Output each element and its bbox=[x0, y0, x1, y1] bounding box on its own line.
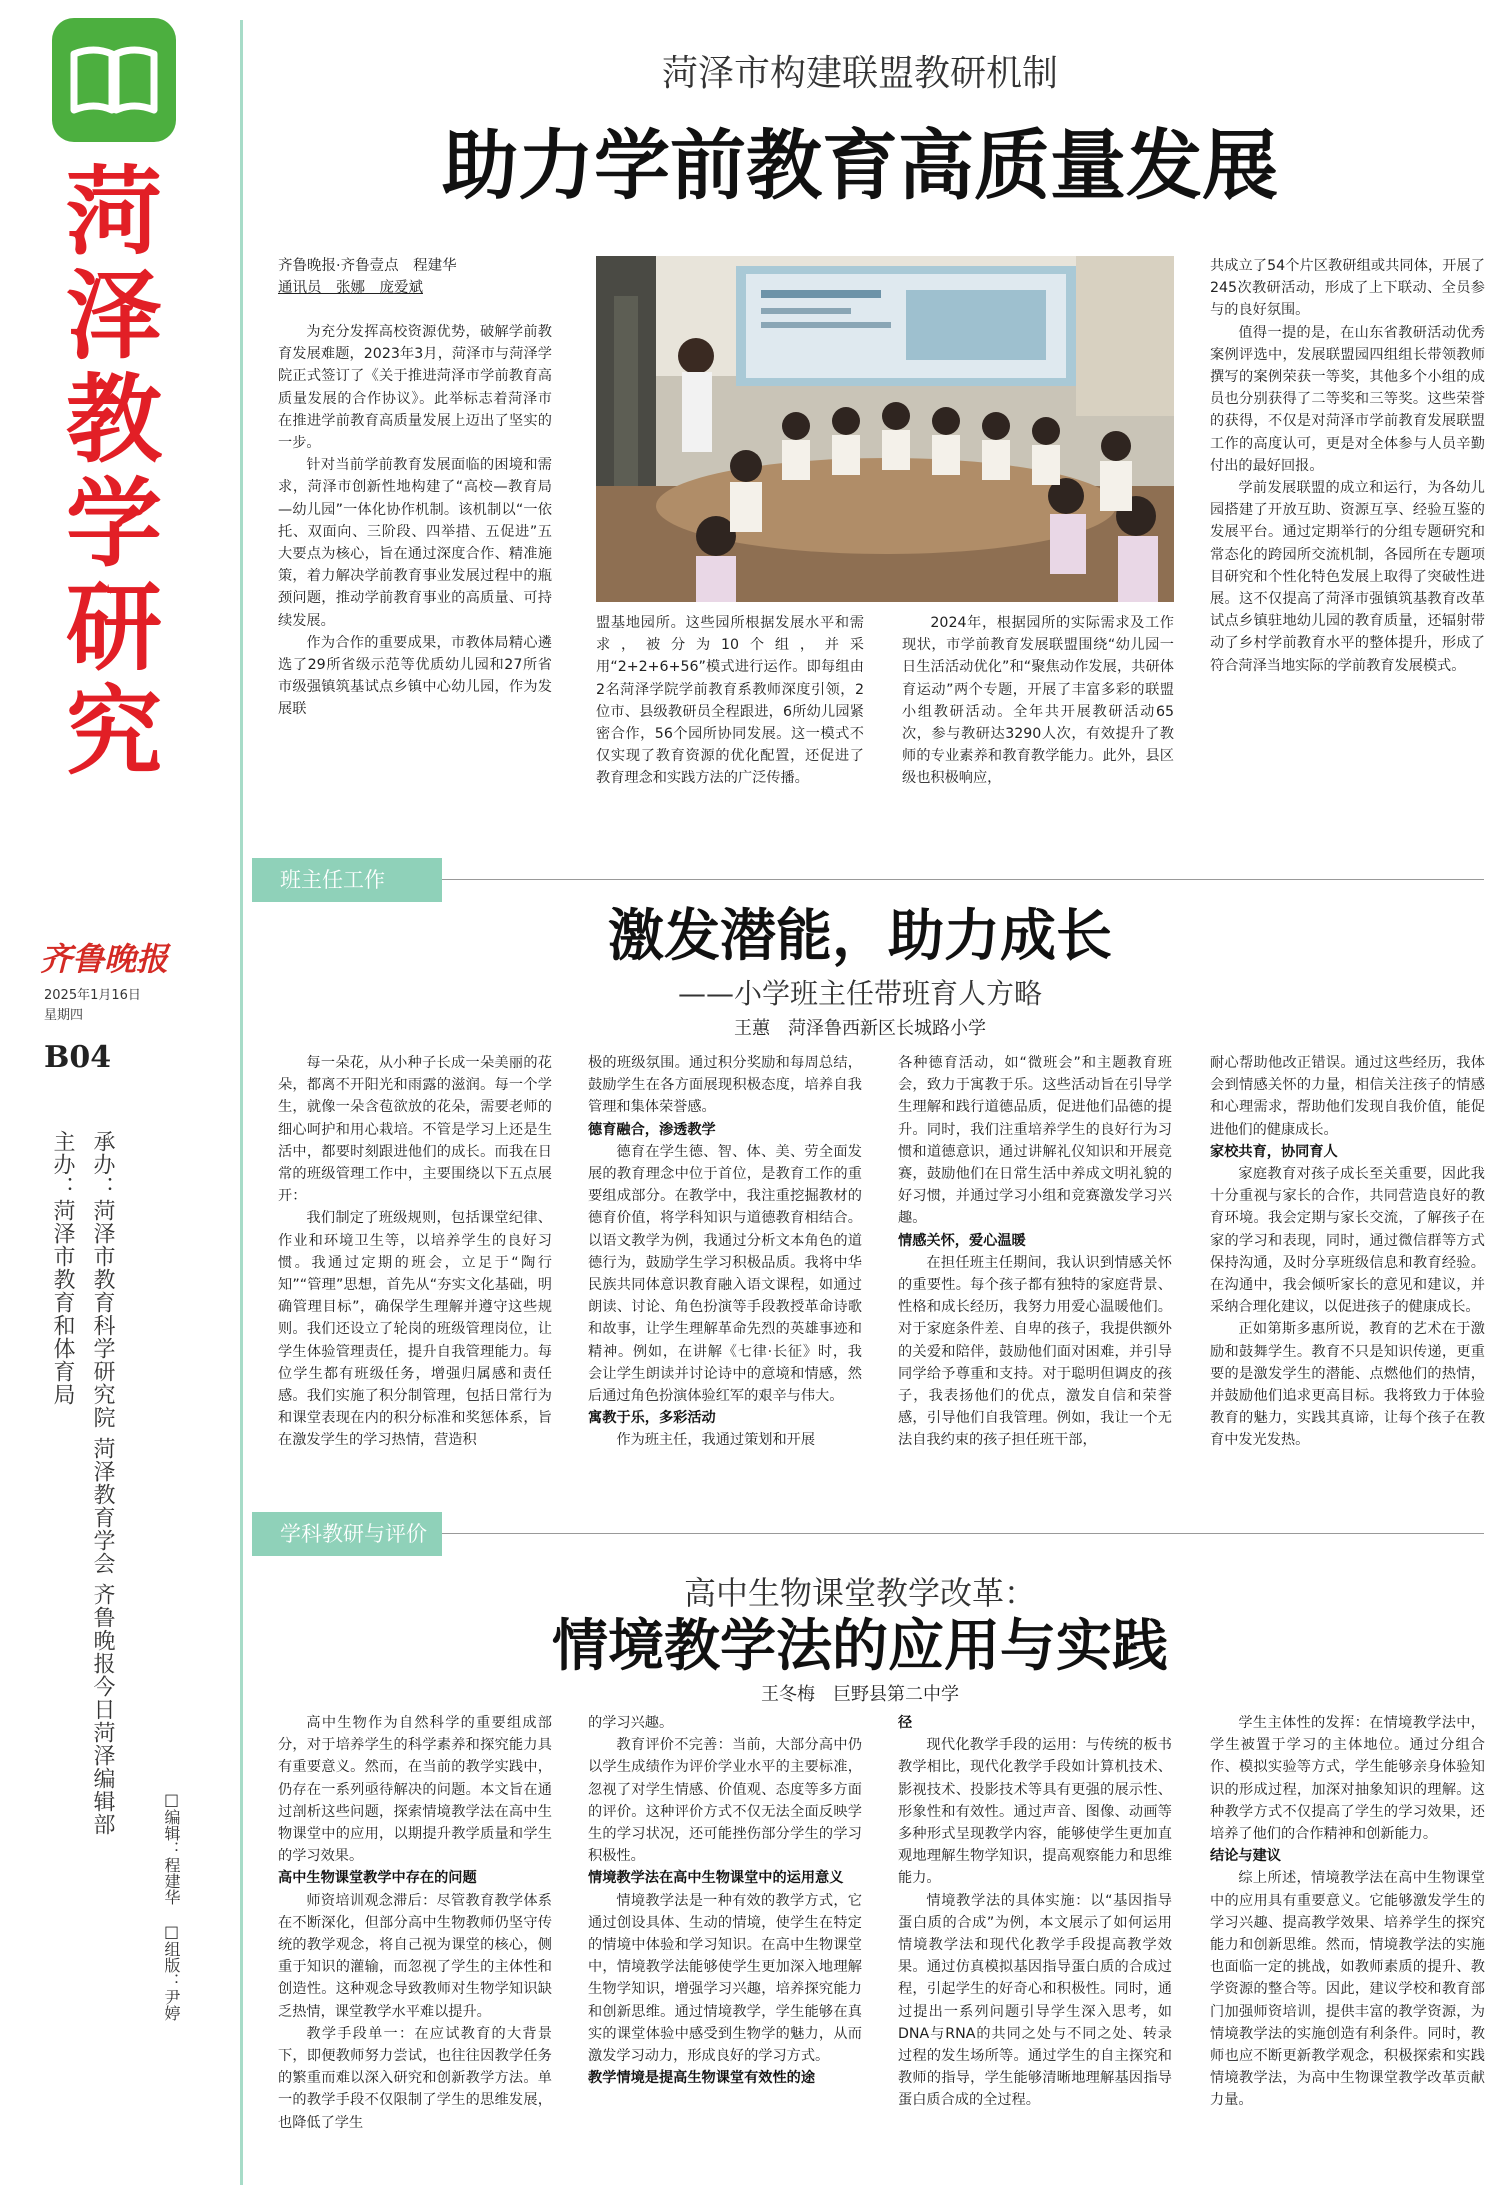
masthead-title-char: 研 bbox=[66, 572, 162, 684]
paragraph: 针对当前学前教育发展面临的困境和需求，菏泽市创新性地构建了“高校—教育局—幼儿园”一体化协作机制。该机制以“一依托、双面向、三阶段、四举措、五促进”五大要点为核心，旨在通过深度合作、精准施策，着力解决学前教育事业发展过程中的瓶颈问题，推动学前教育事业的高质量、可持续发展。 bbox=[278, 457, 552, 629]
masthead-title-char: 究 bbox=[66, 676, 162, 788]
article1-byline-correspondents: 通讯员 张娜 庞爱斌 bbox=[278, 280, 423, 296]
paragraph: 极的班级氛围。通过积分奖励和每周总结，鼓励学生在各方面展现积极态度，培养自我管理和集体荣誉感。 bbox=[588, 1055, 862, 1116]
masthead-title-char: 泽 bbox=[66, 260, 162, 372]
article2-title: 激发潜能，助力成长 bbox=[608, 903, 1112, 969]
subheading: 情感关怀，爱心温暖 bbox=[898, 1232, 1026, 1249]
article2-col2 bbox=[588, 1052, 862, 1482]
article1-col2 bbox=[596, 612, 864, 834]
paragraph: 作为班主任，我通过策划和开展 bbox=[616, 1432, 816, 1449]
subheading: 德育融合，渗透教学 bbox=[588, 1121, 716, 1138]
paper-name: 齐鲁晚报 bbox=[40, 940, 169, 978]
section-rule bbox=[442, 1533, 1484, 1534]
article3-kicker: 高中生物课堂教学改革： bbox=[683, 1574, 1036, 1612]
sidebar-divider bbox=[240, 20, 243, 2185]
paragraph: 学生主体性的发挥：在情境教学法中，学生被置于学习的主体地位。通过分组合作、模拟实验等方式，学生能够亲身体验知识的形成过程，加深对抽象知识的理解。这种教学方式不仅提高了学生的学习效果，还培养了他们的合作精神和创新能力。 bbox=[1210, 1715, 1485, 1843]
undertake-info: 承办：菏泽市教育科学研究院 菏泽教育学会 齐鲁晚报今日菏泽编辑部 bbox=[90, 1130, 115, 1836]
issue-date: 2025年1月16日 bbox=[44, 988, 141, 1003]
article3-title: 情境教学法的应用与实践 bbox=[552, 1613, 1168, 1679]
paragraph: 家庭教育对孩子成长至关重要，因此我十分重视与家长的合作，共同营造良好的教育环境。我会定期与家长交流，了解孩子在家的学习和表现，同时，通过微信群等方式保持沟通，及时分享班级信息和教育经验。在沟通中，我会倾听家长的意见和建议，并采纳合理化建议，以促进孩子的健康成长。 bbox=[1210, 1166, 1485, 1316]
article3-col3 bbox=[898, 1712, 1172, 2177]
subheading: 家校共育，协同育人 bbox=[1210, 1143, 1338, 1160]
paragraph: 作为合作的重要成果，市教体局精心遴选了29所省级示范等优质幼儿园和27所省市级强镇筑基试点乡镇中心幼儿园，作为发展联 bbox=[278, 634, 552, 718]
paragraph: 师资培训观念滞后：尽管教育教学体系在不断深化，但部分高中生物教师仍坚守传统的教学观念，将自己视为课堂的核心，侧重于知识的灌输，而忽视了学生的主体性和创造性。这种观念导致教师对生物学知识缺乏热情，课堂教学水平难以提升。 bbox=[278, 1892, 552, 2020]
subheading: 寓教于乐，多彩活动 bbox=[588, 1410, 716, 1427]
article1-col3 bbox=[902, 612, 1174, 834]
editor-info: □编辑：程建华 bbox=[162, 1790, 181, 1905]
paragraph: 正如第斯多惠所说，教育的艺术在于激励和鼓舞学生。教育不只是知识传递，更重要的是激发学生的潜能、点燃他们的热情，并鼓励他们追求更高目标。我将致力于体验教育的魅力，实践其真谛，让每个孩子在教育中发光发热。 bbox=[1210, 1321, 1485, 1449]
paragraph: 的学习兴趣。 bbox=[588, 1715, 674, 1731]
paragraph: 学前发展联盟的成立和运行，为各幼儿园搭建了开放互助、资源互享、经验互鉴的发展平台。通过定期举行的分组专题研究和常态化的跨园所交流机制，各园所在专题项目研究和个性化特色发展上取得了突破性进展。这不仅提高了菏泽市强镇筑基教育改革试点乡镇驻地幼儿园的教育质量，还辐射带动了乡村学前教育水平的整体提升，形成了符合菏泽当地实际的学前教育发展模式。 bbox=[1210, 480, 1485, 674]
classroom-meeting-photo bbox=[596, 256, 1174, 602]
paragraph: 为充分发挥高校资源优势，破解学前教育发展难题，2023年3月，菏泽市与菏泽学院正式签订了《关于推进菏泽市学前教育高质量发展的合作协议》。此举标志着菏泽市在推进学前教育高质量发展上迈出了坚实的一步。 bbox=[278, 324, 552, 452]
article1-col4 bbox=[1210, 255, 1485, 835]
paragraph: 教育评价不完善：当前，大部分高中仍以学生成绩作为评价学业水平的主要标准，忽视了对学生情感、价值观、态度等多方面的评价。这种评价方式不仅无法全面反映学生的学习状况，还可能挫伤部分学生的学习积极性。 bbox=[588, 1737, 862, 1865]
article3-author: 王冬梅 巨野县第二中学 bbox=[761, 1684, 959, 1705]
paragraph: 德育在学生德、智、体、美、劳全面发展的教育理念中位于首位，是教育工作的重要组成部分。在教学中，我注重挖掘教材的德育价值，将学科知识与道德教育相结合。以语文教学为例，我通过分析文本角色的道德行为，鼓励学生学习积极品质。我将中华民族共同体意识教育融入语文课程，如通过朗读、讨论、角色扮演等手段教授革命诗歌和故事，让学生理解革命先烈的英雄事迹和精神。例如，在讲解《七律·长征》时，我会让学生朗读并讨论诗中的意境和情感，然后通过角色扮演体验红军的艰辛与伟大。 bbox=[588, 1143, 862, 1405]
article1-byline: 齐鲁晚报·齐鲁壹点 程建华 bbox=[278, 258, 457, 274]
paragraph: 值得一提的是，在山东省教研活动优秀案例评选中，发展联盟园四组组长带领教师撰写的案例荣获一等奖，其他多个小组的成员也分别获得了二等奖和三等奖。这些荣誉的获得，不仅是对菏泽市学前教育发展联盟工作的高度认可，更是对全体参与人员辛勤付出的最好回报。 bbox=[1210, 324, 1485, 474]
subheading: 结论与建议 bbox=[1210, 1848, 1281, 1865]
article2-col3 bbox=[898, 1052, 1172, 1482]
section-rule bbox=[442, 879, 1484, 880]
article1-title: 助力学前教育高质量发展 bbox=[442, 121, 1278, 210]
subheading: 高中生物课堂教学中存在的问题 bbox=[278, 1870, 477, 1887]
section-label-subject-research: 学科教研与评价 bbox=[252, 1512, 442, 1556]
paragraph: 耐心帮助他改正错误。通过这些经历，我体会到情感关怀的力量，相信关注孩子的情感和心理需求，帮助他们发现自我价值，能促进他们的健康成长。 bbox=[1210, 1055, 1485, 1138]
masthead-title-char: 学 bbox=[66, 468, 162, 580]
masthead-title-char: 菏 bbox=[66, 156, 162, 268]
paragraph: 2024年，根据园所的实际需求及工作现状，市学前教育发展联盟围绕“幼儿园一日生活活动优化”和“聚焦动作发展，共研体育运动”两个专题，开展了丰富多彩的联盟小组教研活动。全年共开展教研活动65次，参与教研达3290人次，有效提升了教师的专业素养和教育教学能力。此外，县区级也积极响应， bbox=[902, 615, 1174, 787]
article2-subtitle: ——小学班主任带班育人方略 bbox=[677, 977, 1042, 1010]
paragraph: 每一朵花，从小种子长成一朵美丽的花朵，都离不开阳光和雨露的滋润。每一个学生，就像一朵含苞欲放的花朵，需要老师的细心呵护和用心栽培。不管是学习上还是生活中，都要时刻跟进他们的成长。而我在日常的班级管理工作中，主要围绕以下五点展开： bbox=[278, 1055, 552, 1205]
article1-kicker: 菏泽市构建联盟教研机制 bbox=[661, 53, 1058, 94]
paragraph: 现代化教学手段的运用：与传统的板书教学相比，现代化教学手段如计算机技术、影视技术、投影技术等具有更强的展示性、形象性和有效性。通过声音、图像、动画等多种形式呈现教学内容，能够使学生更加直观地理解生物学知识，提高观察能力和思维能力。 bbox=[898, 1737, 1172, 1887]
paragraph: 综上所述，情境教学法在高中生物课堂中的应用具有重要意义。它能够激发学生的学习兴趣、提高教学效果、培养学生的探究能力和创新思维。然而，情境教学法的实施也面临一定的挑战，如教师素质的提升、教学资源的整合等。因此，建议学校和教育部门加强师资培训，提供丰富的教学资源，为情境教学法的实施创造有利条件。同时，教师也应不断更新教学观念，积极探索和实践情境教学法，为高中生物课堂教学改革贡献力量。 bbox=[1210, 1870, 1485, 2109]
paragraph: 我们制定了班级规则，包括课堂纪律、作业和环境卫生等，以培养学生的良好习惯。我通过定期的班会，立足于“陶行知”“管理”思想，首先从“夯实文化基础，明确管理目标”，确保学生理解并遵守这些规则。我们还设立了轮岗的班级管理岗位，让学生体验管理责任，提升自我管理能力。每位学生都有班级任务，增强归属感和责任感。我们实施了积分制管理，包括日常行为和课堂表现在内的积分标准和奖惩体系，旨在激发学生的学习热情，营造积 bbox=[278, 1210, 552, 1449]
article1-col1 bbox=[278, 255, 552, 830]
article3-col4 bbox=[1210, 1712, 1485, 2177]
page-number: B04 bbox=[44, 1040, 112, 1075]
article3-col1 bbox=[278, 1712, 552, 2177]
layout-info: □组版：尹婷 bbox=[162, 1922, 181, 2021]
paragraph: 盟基地园所。这些园所根据发展水平和需求，被分为10个组，并采用“2+2+6+56”模式进行运作。即每组由2名菏泽学院学前教育系教师深度引领，2位市、县级教研员全程跟进，6所幼儿园紧密合作，56个园所协同发展。这一模式不仅实现了教育资源的优化配置，还促进了教育理念和实践方法的广泛传播。 bbox=[596, 615, 864, 787]
paragraph: 情境教学法的具体实施：以“基因指导蛋白质的合成”为例，本文展示了如何运用情境教学法和现代化教学手段提高教学效果。通过仿真模拟基因指导蛋白质的合成过程，引起学生的好奇心和积极性。同时，通过提出一系列问题引导学生深入思考，如DNA与RNA的共同之处与不同之处、转录过程的发生场所等。通过学生的自主探究和教师的指导，学生能够清晰地理解基因指导蛋白质合成的全过程。 bbox=[898, 1892, 1172, 2109]
subheading: 径 bbox=[898, 1715, 913, 1731]
masthead-logo bbox=[52, 18, 176, 142]
subheading: 教学情境是提高生物课堂有效性的途 bbox=[588, 2070, 816, 2087]
article2-col1 bbox=[278, 1052, 552, 1482]
paragraph: 共成立了54个片区教研组或共同体，开展了245次教研活动，形成了上下联动、全员参与的良好氛围。 bbox=[1210, 258, 1485, 319]
article3-col2 bbox=[588, 1712, 862, 2177]
article2-col4 bbox=[1210, 1052, 1485, 1482]
paragraph: 各种德育活动，如“微班会”和主题教育班会，致力于寓教于乐。这些活动旨在引导学生理解和践行道德品质，促进他们品德的提升。同时，我们注重培养学生的良好行为习惯和道德意识，通过讲解礼仪知识和开展竞赛，鼓励他们在日常生活中养成文明礼貌的好习惯，并通过学习小组和竞赛激发学习兴趣。 bbox=[898, 1055, 1172, 1227]
article2-author: 王蕙 菏泽鲁西新区长城路小学 bbox=[734, 1018, 986, 1039]
paragraph: 情境教学法是一种有效的教学方式，它通过创设具体、生动的情境，使学生在特定的情境中体验和学习知识。在高中生物课堂中，情境教学法能够使学生更加深入地理解生物学知识，增强学习兴趣，培养探究能力和创新思维。通过情境教学，学生能够在真实的课堂体验中感受到生物学的魅力，从而激发学习动力，形成良好的学习方式。 bbox=[588, 1892, 862, 2065]
host-info: 主办：菏泽市教育和体育局 bbox=[50, 1130, 75, 1406]
book-icon bbox=[52, 18, 176, 142]
masthead-title-char: 教 bbox=[66, 364, 162, 476]
section-label-class-teacher: 班主任工作 bbox=[252, 858, 442, 902]
paragraph: 高中生物作为自然科学的重要组成部分，对于培养学生的科学素养和探究能力具有重要意义。然而，在当前的教学实践中，仍存在一系列亟待解决的问题。本文旨在通过剖析这些问题，探索情境教学法在高中生物课堂中的应用，以期提升教学质量和学生的学习效果。 bbox=[278, 1715, 552, 1865]
paragraph: 在担任班主任期间，我认识到情感关怀的重要性。每个孩子都有独特的家庭背景、性格和成长经历，我努力用爱心温暖他们。对于家庭条件差、自卑的孩子，我提供额外的关爱和陪伴，鼓励他们面对困难，并引导同学给予尊重和支持。对于聪明但调皮的孩子，我表扬他们的优点，激发自信和荣誉感，引导他们自我管理。例如，我让一个无法自我约束的孩子担任班干部， bbox=[898, 1254, 1172, 1449]
paragraph: 教学手段单一：在应试教育的大背景下，即便教师努力尝试，也往往因教学任务的繁重而难以深入研究和创新教学方法。单一的教学手段不仅限制了学生的思维发展，也降低了学生 bbox=[278, 2025, 552, 2131]
subheading: 情境教学法在高中生物课堂中的运用意义 bbox=[588, 1870, 844, 1887]
issue-weekday: 星期四 bbox=[44, 1008, 84, 1023]
